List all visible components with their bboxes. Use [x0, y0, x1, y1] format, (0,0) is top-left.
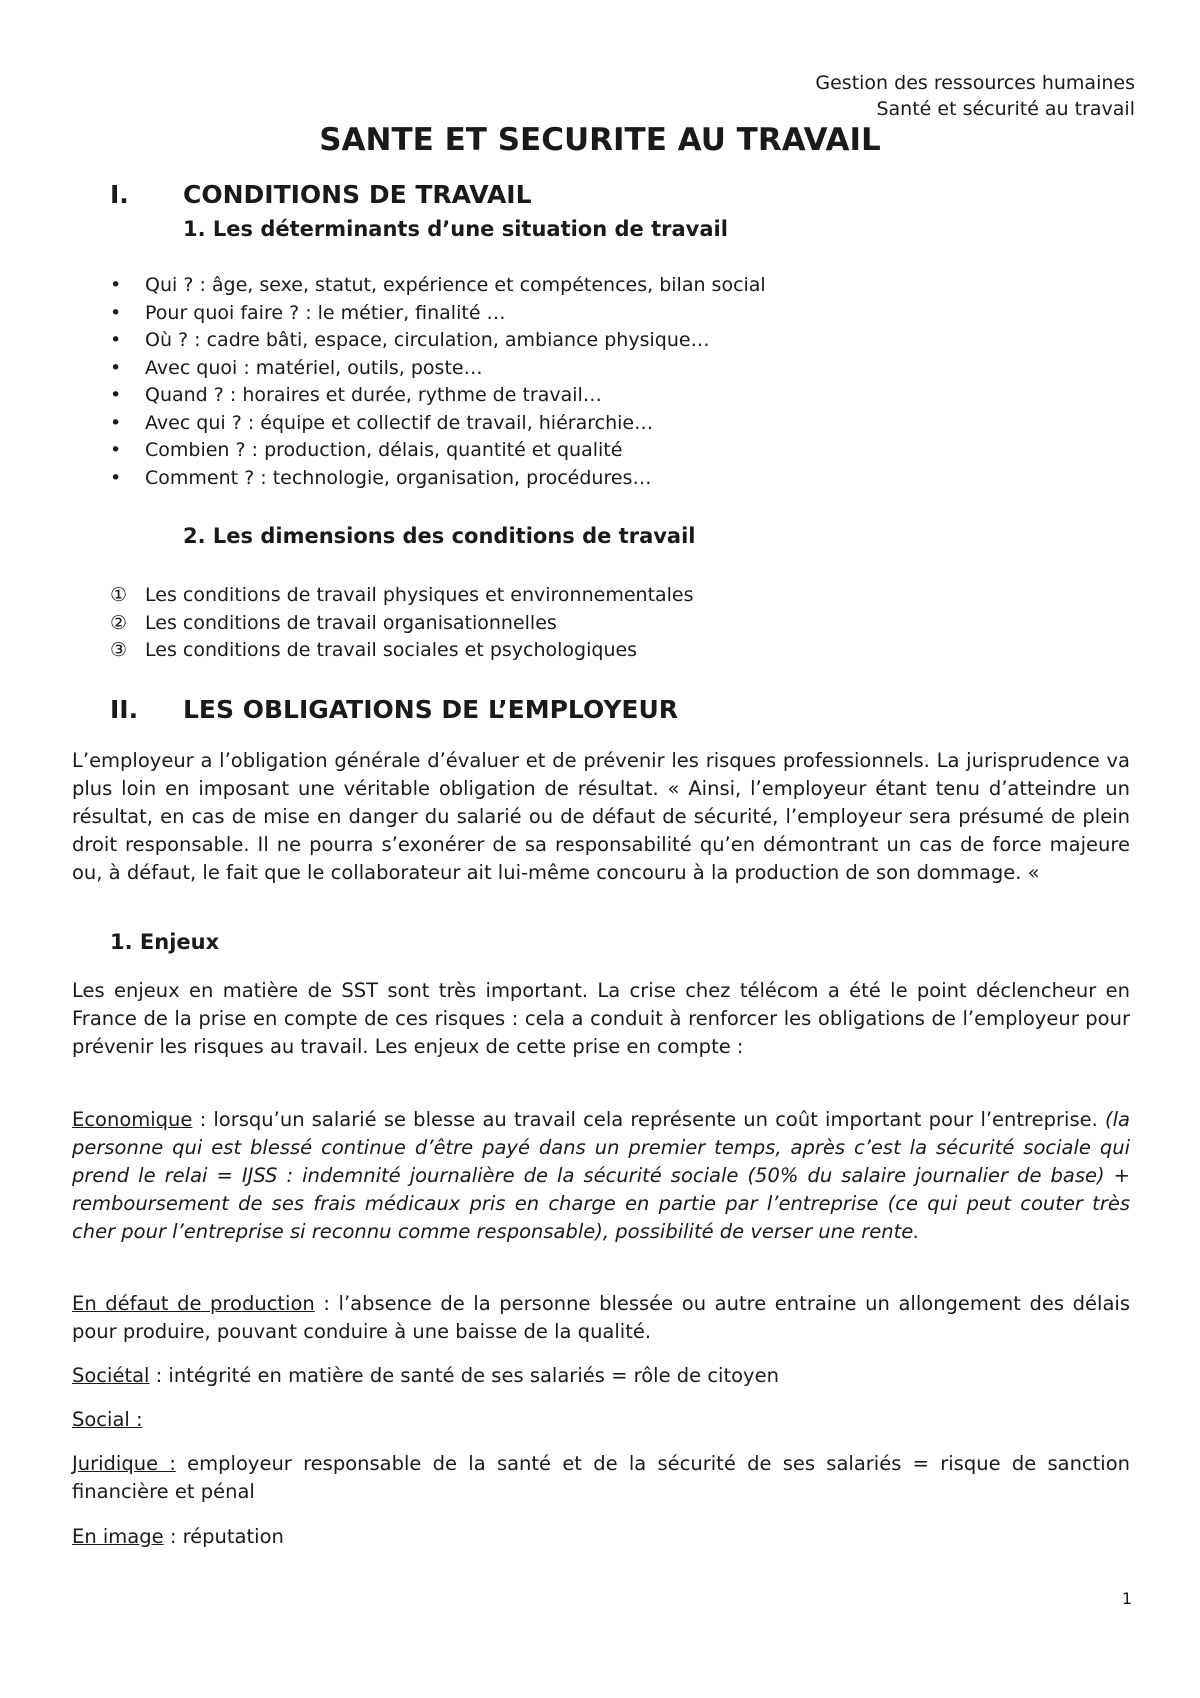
section-2-title: LES OBLIGATIONS DE L’EMPLOYEUR: [183, 695, 679, 724]
bullet-icon: •: [110, 329, 122, 351]
bullet-icon: •: [110, 439, 122, 461]
list-item: • Quand ? : horaires et durée, rythme de travail…: [110, 382, 766, 410]
enjeu-label: En image: [72, 1525, 164, 1548]
section-1-number: I.: [110, 180, 129, 209]
list-item: • Pour quoi faire ? : le métier, finalité …: [110, 300, 766, 328]
list-item: • Combien ? : production, délais, quantité et qualité: [110, 437, 766, 465]
header-line-1: Gestion des ressources humaines: [815, 72, 1135, 94]
page-header: [815, 70, 1135, 122]
list-item: • Avec quoi : matériel, outils, poste…: [110, 355, 766, 383]
enjeu-societal: Sociétal : intégrité en matière de santé de ses salariés = rôle de citoyen: [72, 1364, 779, 1387]
bullet-icon: •: [110, 356, 122, 379]
obligations-paragraph: L’employeur a l’obligation générale d’évaluer et de prévenir les risques professionnels. La jurisprudence va plus loin en imposant une véritable obligation de résultat. « Ainsi, l’employeur étant tenu d’atteindre un résultat, en cas de mise en danger du salarié ou de défaut de sécurité, l’employeur sera présumé de plein droit responsable. Il ne pourra s’exonérer de sa responsabilité qu’en démontrant un cas de force majeure ou, à défaut, le fait que le collaborateur ait lui-même concouru à la production de son dommage. «: [72, 749, 1130, 884]
enjeu-social: [72, 1406, 1130, 1434]
enjeu-label: Juridique :: [72, 1452, 176, 1475]
circled-three-icon: ③: [110, 639, 128, 661]
enjeu-label: Sociétal: [72, 1364, 150, 1387]
list-item: • Avec qui ? : équipe et collectif de travail, hiérarchie…: [110, 410, 766, 438]
section-2-heading: [110, 695, 678, 724]
document-title: SANTE ET SECURITE AU TRAVAIL: [319, 122, 881, 158]
enjeu-label: Economique: [72, 1108, 193, 1131]
dimensions-list: [110, 582, 694, 665]
list-item: • Qui ? : âge, sexe, statut, expérience et compétences, bilan social: [110, 272, 766, 300]
section-1-title: CONDITIONS DE TRAVAIL: [183, 180, 532, 209]
circled-two-icon: ②: [110, 611, 128, 634]
list-item: • Comment ? : technologie, organisation, procédures…: [110, 465, 766, 493]
enjeu-image: En image : réputation: [72, 1525, 284, 1548]
bullet-icon: •: [110, 301, 122, 324]
determinants-list: [110, 272, 766, 492]
section-1-heading: [110, 180, 532, 209]
list-item: ② Les conditions de travail organisationnelles: [110, 610, 694, 638]
bullet-icon: •: [110, 466, 122, 489]
enjeux-intro-paragraph: Les enjeux en matière de SST sont très important. La crise chez télécom a été le point déclencheur en France de la prise en compte de ces risques : cela a conduit à renforcer les obligations de l’employeur pour prévenir les risques au travail. Les enjeux de cette prise en compte :: [72, 979, 1130, 1058]
bullet-icon: •: [110, 274, 122, 296]
circled-one-icon: ①: [110, 584, 128, 606]
enjeu-economique: Economique : lorsqu’un salarié se blesse au travail cela représente un coût important pour l’entreprise. (la personne qui est blessé continue d’être payé dans un premier temps, après c’est la sécurité sociale qui prend le relai = IJSS : indemnité journalière de la sécurité sociale (50% du salaire journalier de base) + remboursement de ses frais médicaux pris en charge en partie par l’entreprise (ce qui peut couter très cher pour l’entreprise si reconnu comme responsable), possibilité de verser une rente.: [72, 1108, 1130, 1243]
header-line-2: Santé et sécurité au travail: [876, 98, 1135, 120]
section-2-number: II.: [110, 695, 139, 724]
subsection-1-2-heading: 2. Les dimensions des conditions de travail: [183, 524, 696, 548]
enjeu-label: En défaut de production: [72, 1292, 315, 1315]
list-item: ① Les conditions de travail physiques et environnementales: [110, 582, 694, 610]
bullet-icon: •: [110, 411, 122, 434]
subsection-1-1-heading: 1. Les déterminants d’une situation de travail: [183, 217, 728, 241]
page-number: 1: [1121, 1589, 1132, 1608]
enjeu-juridique: Juridique : employeur responsable de la santé et de la sécurité de ses salariés = risque de sanction financière et pénal: [72, 1452, 1131, 1503]
bullet-icon: •: [110, 384, 122, 406]
enjeu-label: Social :: [72, 1408, 143, 1431]
enjeu-production: En défaut de production : l’absence de la personne blessée ou autre entraine un allongement des délais pour produire, pouvant conduire à une baisse de la qualité.: [72, 1292, 1130, 1343]
list-item: • Où ? : cadre bâti, espace, circulation, ambiance physique…: [110, 327, 766, 355]
subsection-2-1-heading: 1. Enjeux: [110, 930, 220, 954]
list-item: ③ Les conditions de travail sociales et psychologiques: [110, 637, 694, 665]
